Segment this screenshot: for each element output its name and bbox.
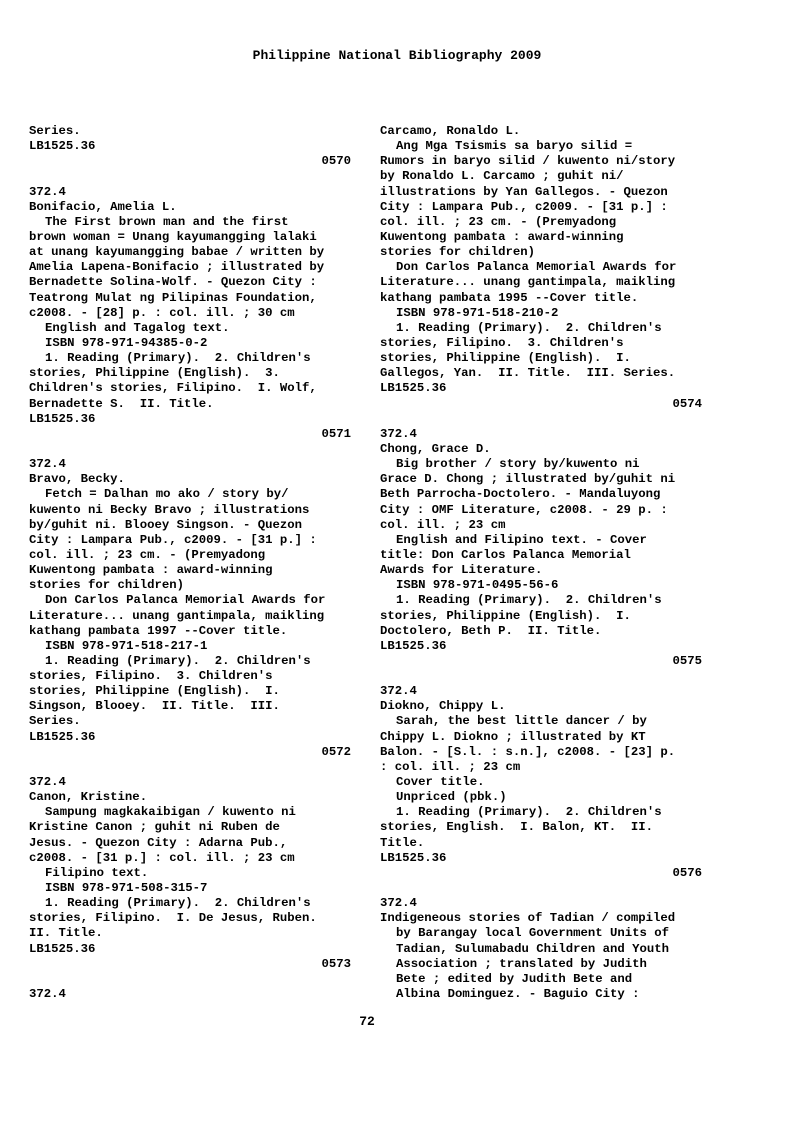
entry-line: 372.4: [29, 987, 66, 1002]
entry-gap: [29, 760, 351, 775]
entry-gap: [380, 412, 702, 427]
entry-number: 0572: [321, 744, 351, 759]
entry-line: 372.4: [29, 184, 66, 199]
entry-line: Balon. - [S.l. : s.n.], c2008. - [23] p.: [380, 744, 676, 759]
entry-line: c2008. - [31 p.] : col. ill. ; 23 cm: [29, 850, 295, 865]
entry-line: stories, Filipino. 3. Children's: [380, 335, 624, 350]
entry-line: col. ill. ; 23 cm. - (Premyadong: [29, 547, 266, 562]
page-header: Philippine National Bibliography 2009: [252, 48, 542, 63]
entry-line: Association ; translated by Judith: [396, 956, 647, 971]
entry-line: Filipino text.: [45, 865, 149, 880]
entry-line: stories, Philippine (English). I.: [29, 684, 280, 699]
entry-line: ISBN 978-971-94385-0-2: [45, 335, 208, 350]
entry-line: Kuwentong pambata : award-winning: [29, 563, 273, 578]
entry-line: kathang pambata 1995 --Cover title.: [380, 290, 639, 305]
entry-line: Kuwentong pambata : award-winning: [380, 229, 624, 244]
right-column: [380, 124, 702, 1002]
entry-number: 0571: [321, 426, 351, 441]
entry-line: Unpriced (pbk.): [396, 790, 507, 805]
entry-line: Chong, Grace D.: [380, 441, 491, 456]
entry-line: Bonifacio, Amelia L.: [29, 199, 177, 214]
entry-line: LB1525.36: [29, 139, 96, 154]
entry-line: kathang pambata 1997 --Cover title.: [29, 623, 288, 638]
entry-line: ISBN 978-971-518-210-2: [396, 305, 559, 320]
entry-line: Tadian, Sulumabadu Children and Youth: [396, 941, 670, 956]
entry-gap: [380, 669, 702, 684]
entry-line: The First brown man and the first: [45, 214, 289, 229]
entry-line: stories, Philippine (English). I.: [380, 351, 631, 366]
entry-line: c2008. - [28] p. : col. ill. ; 30 cm: [29, 305, 295, 320]
entry-line: Gallegos, Yan. II. Title. III. Series.: [380, 366, 676, 381]
entry-line: stories, English. I. Balon, KT. II.: [380, 820, 654, 835]
entry-line: Fetch = Dalhan mo ako / story by/: [45, 487, 289, 502]
entry-line: Teatrong Mulat ng Pilipinas Foundation,: [29, 290, 317, 305]
entry-gap: [29, 442, 351, 457]
entry-line: City : Lampara Pub., c2009. - [31 p.] :: [380, 199, 668, 214]
entry-line: 372.4: [380, 896, 417, 911]
entry-line: Diokno, Chippy L.: [380, 699, 506, 714]
entry-line: Rumors in baryo silid / kuwento ni/story: [380, 154, 676, 169]
entry-line: Jesus. - Quezon City : Adarna Pub.,: [29, 835, 288, 850]
entry-line: ISBN 978-971-508-315-7: [45, 881, 208, 896]
entry-line: Children's stories, Filipino. I. Wolf,: [29, 381, 317, 396]
entry-line: Singson, Blooey. II. Title. III.: [29, 699, 280, 714]
entry-number: 0574: [672, 396, 702, 411]
entry-line: LB1525.36: [380, 638, 447, 653]
entry-line: Indigeneous stories of Tadian / compiled: [380, 911, 676, 926]
entry-line: title: Don Carlos Palanca Memorial: [380, 547, 631, 562]
entry-line: Sarah, the best little dancer / by: [396, 714, 647, 729]
entry-line: col. ill. ; 23 cm. - (Premyadong: [380, 214, 617, 229]
entry-line: kuwento ni Becky Bravo ; illustrations: [29, 502, 310, 517]
entry-line: Bernadette S. II. Title.: [29, 396, 214, 411]
entry-line: 1. Reading (Primary). 2. Children's: [396, 320, 662, 335]
left-column: [29, 124, 351, 1002]
entry-line: stories for children): [29, 578, 184, 593]
entry-line: Series.: [29, 124, 81, 138]
entry-line: II. Title.: [29, 926, 103, 941]
entry-line: LB1525.36: [29, 729, 96, 744]
entry-line: Grace D. Chong ; illustrated by/guhit ni: [380, 472, 676, 487]
entry-line: Bernadette Solina-Wolf. - Quezon City :: [29, 275, 317, 290]
entry-line: LB1525.36: [29, 941, 96, 956]
entry-line: at unang kayumangging babae / written by: [29, 245, 325, 260]
entry-line: Awards for Literature.: [380, 563, 543, 578]
entry-line: LB1525.36: [380, 381, 447, 396]
entry-line: by/guhit ni. Blooey Singson. - Quezon: [29, 517, 303, 532]
entry-gap: [29, 169, 351, 184]
entry-line: by Barangay local Government Units of: [396, 926, 670, 941]
entry-line: Cover title.: [396, 775, 485, 790]
entry-line: LB1525.36: [380, 850, 447, 865]
entry-line: 1. Reading (Primary). 2. Children's: [45, 896, 311, 911]
entry-line: 1. Reading (Primary). 2. Children's: [396, 805, 662, 820]
entry-number: 0576: [672, 865, 702, 880]
entry-line: 1. Reading (Primary). 2. Children's: [45, 351, 311, 366]
entry-line: City : OMF Literature, c2008. - 29 p. :: [380, 502, 668, 517]
entry-line: brown woman = Unang kayumangging lalaki: [29, 229, 317, 244]
entry-line: Chippy L. Diokno ; illustrated by KT: [380, 729, 646, 744]
entry-line: English and Tagalog text.: [45, 320, 230, 335]
page-number: 72: [359, 1014, 375, 1029]
entry-line: Sampung magkakaibigan / kuwento ni: [45, 805, 296, 820]
entry-line: ISBN 978-971-0495-56-6: [396, 578, 559, 593]
entry-gap: [29, 972, 351, 987]
entry-line: stories, Philippine (English). I.: [380, 608, 631, 623]
entry-line: 372.4: [380, 684, 417, 699]
entry-line: Kristine Canon ; guhit ni Ruben de: [29, 820, 280, 835]
entry-line: English and Filipino text. - Cover: [396, 532, 647, 547]
entry-line: Literature... unang gantimpala, maikling: [380, 275, 676, 290]
entry-line: Canon, Kristine.: [29, 790, 148, 805]
entry-line: ISBN 978-971-518-217-1: [45, 638, 208, 653]
entry-line: Carcamo, Ronaldo L.: [380, 124, 521, 138]
entry-line: Series.: [29, 714, 81, 729]
entry-line: 372.4: [29, 775, 66, 790]
entry-line: Amelia Lapena-Bonifacio ; illustrated by: [29, 260, 325, 275]
entry-line: by Ronaldo L. Carcamo ; guhit ni/: [380, 169, 624, 184]
entry-line: 372.4: [29, 457, 66, 472]
entry-line: Beth Parrocha-Doctolero. - Mandaluyong: [380, 487, 661, 502]
entry-line: Bete ; edited by Judith Bete and: [396, 971, 633, 986]
entry-line: 372.4: [380, 426, 417, 441]
entry-line: Doctolero, Beth P. II. Title.: [380, 623, 602, 638]
entry-line: Title.: [380, 835, 425, 850]
entry-gap: [380, 881, 702, 896]
entry-line: stories, Philippine (English). 3.: [29, 366, 280, 381]
entry-line: 1. Reading (Primary). 2. Children's: [45, 653, 311, 668]
entry-number: 0570: [321, 154, 351, 169]
entry-line: LB1525.36: [29, 411, 96, 426]
entry-line: Don Carlos Palanca Memorial Awards for: [396, 260, 677, 275]
entry-line: Don Carlos Palanca Memorial Awards for: [45, 593, 326, 608]
entry-line: City : Lampara Pub., c2009. - [31 p.] :: [29, 532, 317, 547]
entry-line: Albina Dominguez. - Baguio City :: [396, 987, 640, 1002]
entry-line: illustrations by Yan Gallegos. - Quezon: [380, 184, 668, 199]
entry-line: stories for children): [380, 245, 535, 260]
entry-line: Bravo, Becky.: [29, 472, 125, 487]
entry-line: stories, Filipino. I. De Jesus, Ruben.: [29, 911, 317, 926]
entry-line: : col. ill. ; 23 cm: [380, 759, 521, 774]
entry-line: col. ill. ; 23 cm: [380, 517, 506, 532]
entry-line: Ang Mga Tsismis sa baryo silid =: [396, 139, 633, 154]
entry-number: 0573: [321, 956, 351, 971]
entry-line: Big brother / story by/kuwento ni: [396, 457, 640, 472]
entry-line: 1. Reading (Primary). 2. Children's: [396, 593, 662, 608]
entry-line: Literature... unang gantimpala, maikling: [29, 608, 325, 623]
entry-number: 0575: [672, 653, 702, 668]
entry-line: stories, Filipino. 3. Children's: [29, 669, 273, 684]
